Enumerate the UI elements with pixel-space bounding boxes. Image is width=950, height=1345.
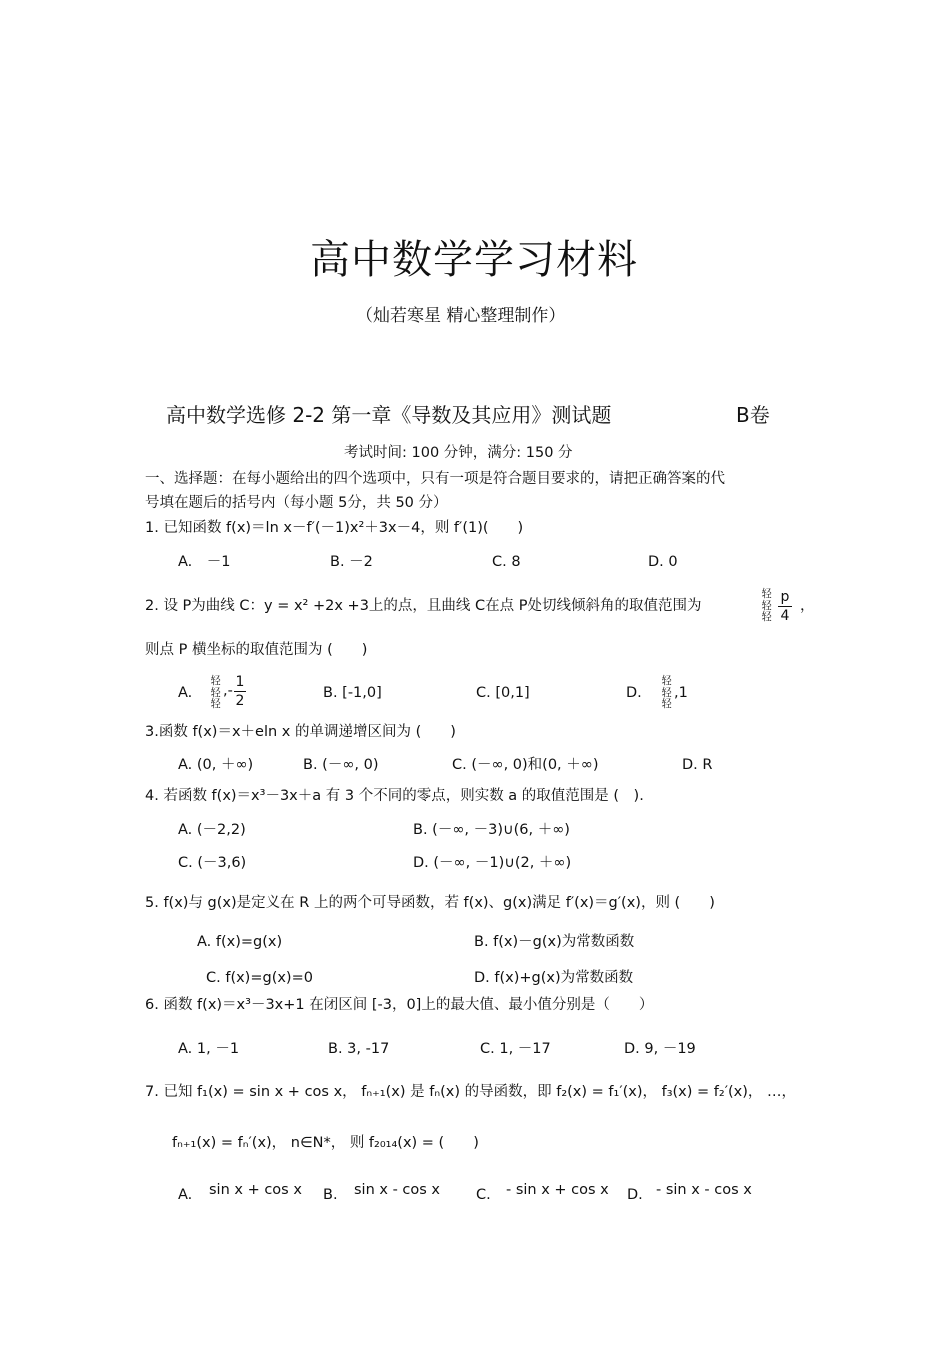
- question-2-option-a-label: A.: [178, 685, 193, 701]
- question-1-stem: 1. 已知函数 f(x)＝ln x－f′(－1)x²＋3x－4，则 f′(1)( ): [145, 520, 524, 536]
- question-2-fraction-num: p: [780, 589, 790, 605]
- question-6-option-c: C. 1, －17: [480, 1041, 551, 1057]
- question-2-option-a-glyph: 轻轻轻: [210, 674, 221, 711]
- question-7-option-b-label: B.: [323, 1187, 338, 1203]
- section-instructions-line1: 一、选择题：在每小题给出的四个选项中，只有一项是符合题目要求的，请把正确答案的代: [145, 471, 725, 487]
- question-2-fraction-den: 4: [780, 608, 790, 624]
- question-5-option-d: D. f(x)+g(x)为常数函数: [474, 970, 634, 986]
- document-subtitle: （灿若寒星 精心整理制作）: [356, 306, 566, 326]
- question-2-line2: 则点 P 横坐标的取值范围为 ( ): [145, 642, 368, 658]
- question-7-stem: 7. 已知 f₁(x) = sin x + cos x， fₙ₊₁(x) 是 fₙ(x) 的导函数，即 f₂(x) = f₁′(x)， f₃(x) = f₂′(x)， …，: [145, 1084, 797, 1100]
- question-3-option-d: D. R: [682, 757, 713, 773]
- question-6-option-a: A. 1, －1: [178, 1041, 240, 1057]
- question-4-option-a: A. (－2,2): [178, 822, 246, 838]
- question-2-option-d-text: ,1: [674, 685, 688, 701]
- question-7-option-d-label: D.: [627, 1187, 643, 1203]
- question-3-option-b: B. (－∞, 0): [303, 757, 379, 773]
- question-3-option-c: C. (－∞, 0)和(0, ＋∞): [452, 757, 599, 773]
- question-1-option-b: B. －2: [330, 554, 373, 570]
- question-4-option-b: B. (－∞, －3)∪(6, ＋∞): [413, 822, 570, 838]
- question-6-option-b: B. 3, -17: [328, 1041, 390, 1057]
- question-7-option-b: sin x - cos x: [354, 1182, 441, 1198]
- question-5-option-b: B. f(x)－g(x)为常数函数: [474, 934, 635, 950]
- question-4-stem: 4. 若函数 f(x)＝x³－3x＋a 有 3 个不同的零点，则实数 a 的取值范围是 ( ).: [145, 788, 644, 804]
- question-1-option-d: D. 0: [648, 554, 678, 570]
- question-2-option-a-num: 1: [235, 674, 245, 690]
- question-3-option-a: A. (0, ＋∞): [178, 757, 254, 773]
- question-3-stem: 3.函数 f(x)＝x＋eln x 的单调递增区间为 ( ): [145, 724, 456, 740]
- question-4-option-c: C. (－3,6): [178, 855, 247, 871]
- question-7-option-a-label: A.: [178, 1187, 193, 1203]
- question-7-option-c-label: C.: [476, 1187, 491, 1203]
- question-7-option-d: - sin x - cos x: [656, 1182, 752, 1198]
- exam-tag: B卷: [736, 403, 770, 427]
- question-2-option-b: B. [-1,0]: [323, 685, 382, 701]
- question-2-option-a-fraction: [234, 675, 246, 708]
- question-2-option-c: C. [0,1]: [476, 685, 530, 701]
- question-7-option-c: - sin x + cos x: [506, 1182, 609, 1198]
- question-2-interval-glyph: 轻轻轻: [761, 587, 772, 624]
- exam-info: 考试时间: 100 分钟，满分: 150 分: [344, 445, 573, 461]
- question-7-line2: fₙ₊₁(x) = fₙ′(x)， n∈N*， 则 f₂₀₁₄(x) = ( ): [172, 1135, 479, 1151]
- question-7-option-a: sin x + cos x: [209, 1182, 302, 1198]
- question-6-stem: 6. 函数 f(x)＝x³－3x+1 在闭区间 [-3，0]上的最大值、最小值分别是（ ）: [145, 997, 654, 1013]
- question-2-option-d-glyph: 轻轻轻: [661, 674, 672, 711]
- question-5-option-c: C. f(x)=g(x)=0: [206, 970, 313, 986]
- question-1-option-c: C. 8: [492, 554, 521, 570]
- exam-title: 高中数学选修 2-2 第一章《导数及其应用》测试题: [166, 403, 612, 427]
- section-instructions-line2: 号填在题后的括号内（每小题 5分，共 50 分）: [145, 495, 448, 511]
- question-6-option-d: D. 9, －19: [624, 1041, 696, 1057]
- question-5-option-a: A. f(x)=g(x): [197, 934, 283, 950]
- question-4-option-d: D. (－∞, －1)∪(2, ＋∞): [413, 855, 572, 871]
- fraction-bar: [778, 606, 792, 607]
- question-2-fraction: [778, 590, 792, 623]
- question-2-option-a-den: 2: [235, 693, 245, 709]
- question-2-option-a-text: ,-: [223, 683, 233, 699]
- question-5-stem: 5. f(x)与 g(x)是定义在 R 上的两个可导函数，若 f(x)、g(x)满足 f′(x)＝g′(x)，则 ( ): [145, 895, 715, 911]
- question-1-option-a: A. －1: [178, 554, 231, 570]
- fraction-bar: [234, 691, 246, 692]
- question-2-stem-tail: ，: [800, 598, 815, 614]
- document-title: 高中数学学习材料: [310, 237, 638, 283]
- question-2-stem: 2. 设 P为曲线 C：y = x² +2x +3上的点，且曲线 C在点 P处切线倾斜角的取值范围为: [145, 598, 702, 614]
- question-2-option-d-label: D.: [626, 685, 642, 701]
